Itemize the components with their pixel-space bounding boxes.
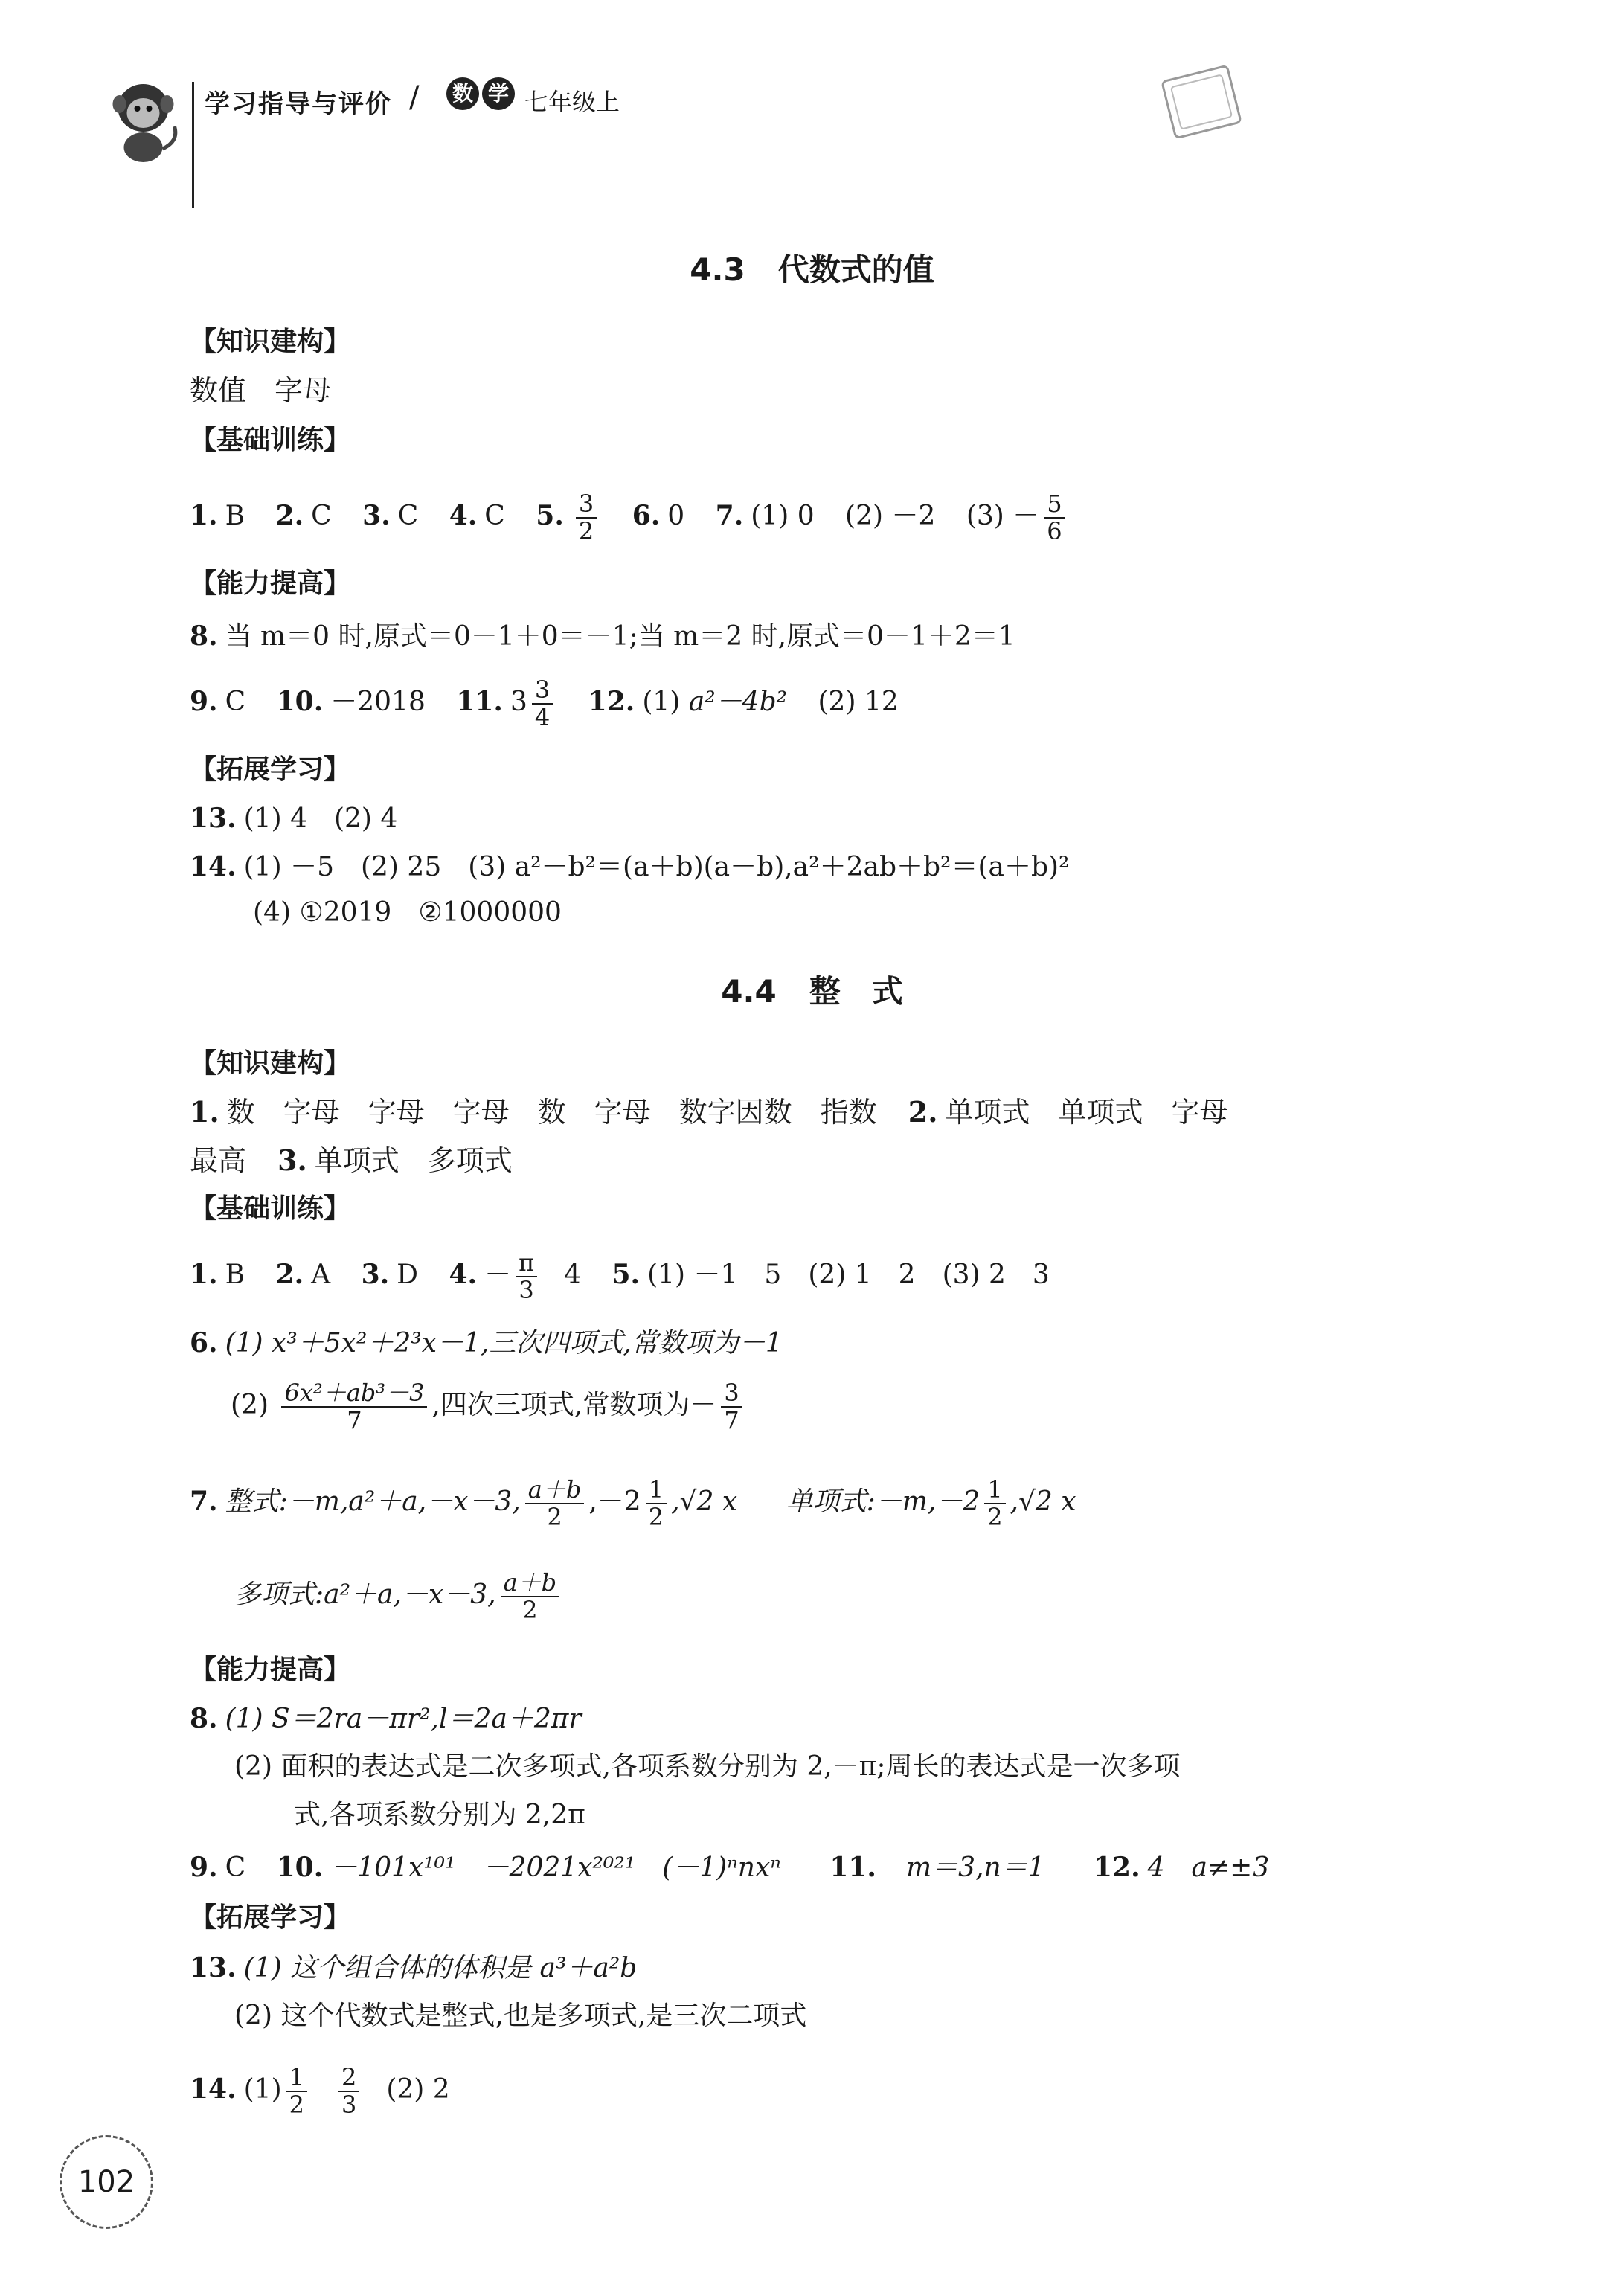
denominator: 3 [341, 2091, 357, 2120]
q-num: 2. [908, 1095, 938, 1129]
series-title: 学习指导与评价 [205, 89, 392, 119]
denominator: 3 [519, 1276, 534, 1305]
answer: B [225, 501, 245, 532]
numerator: 3 [532, 677, 553, 705]
heading-knowledge: 【知识建构】 [190, 1048, 351, 1079]
q-num: 11. [829, 1852, 876, 1883]
ext-q13-part2: (2) 这个代数式是整式,也是多项式,是三次二项式 [234, 2001, 807, 2031]
answer: (1) S＝2ra－πr²,l＝2a＋2πr [225, 1704, 582, 1734]
heading-knowledge: 【知识建构】 [190, 327, 351, 357]
fraction [281, 1380, 427, 1434]
basic-answers-row [190, 490, 1070, 546]
q-num: 10. [276, 1852, 324, 1883]
heading-extension: 【拓展学习】 [190, 1902, 351, 1933]
fraction [1044, 491, 1065, 545]
ext-q14-cont: (4) ①2019 ②1000000 [253, 897, 562, 928]
q-num: 8. [190, 1703, 218, 1734]
heading-extension: 【拓展学习】 [190, 754, 351, 785]
numerator: a＋b [501, 1570, 560, 1597]
q-num: 6. [190, 1327, 218, 1358]
ability-q8-part2: (2) 面积的表达式是二次多项式,各项系数分别为 2,－π;周长的表达式是一次多项 [234, 1751, 1181, 1782]
answer: 当 m＝0 时,原式＝0－1＋0＝－1;当 m＝2 时,原式＝0－1＋2＝1 [225, 621, 1015, 652]
fraction [525, 1477, 585, 1530]
fraction [721, 1380, 742, 1434]
answer: (1) 这个组合体的体积是 a³＋a²b [243, 1953, 638, 1983]
q-num: 14. [190, 851, 237, 882]
numerator: 6x²＋ab³－3 [281, 1380, 427, 1408]
ext-q13 [190, 796, 397, 841]
section-4-3-title [0, 246, 1624, 290]
page-number: 102 [60, 2135, 153, 2229]
fraction [984, 1477, 1005, 1530]
answer: 4 [564, 1260, 582, 1291]
q-num: 8. [190, 620, 218, 652]
basic-q6-part2 [231, 1379, 747, 1435]
answer: ,√2 x [1010, 1486, 1076, 1518]
basic-q6 [190, 1321, 783, 1365]
q-num: 1. [190, 1259, 218, 1291]
grade-label: 七年级上 [524, 88, 620, 116]
subject-char-1: 数 [446, 77, 479, 110]
answer: (2) －2 [845, 501, 936, 532]
q-num: 14. [190, 2073, 237, 2105]
fraction [576, 491, 597, 545]
q-num: 4. [449, 500, 478, 532]
ext-q14 [190, 844, 1070, 889]
answer: (1) 0 [751, 501, 815, 532]
knowledge-answers: 数值 字母 [190, 374, 332, 407]
q-num: 1. [190, 500, 218, 532]
answer: 整式:－m,a²＋a,－x－3, [225, 1486, 521, 1518]
q-num: 10. [276, 686, 324, 718]
answer: 4 a≠±3 [1147, 1852, 1270, 1883]
q-num: 2. [275, 500, 304, 532]
denominator: 6 [1047, 517, 1062, 546]
q-num: 5. [536, 500, 564, 532]
answer: (2) 12 [818, 687, 899, 718]
fraction [646, 1477, 667, 1530]
denominator: 2 [648, 1503, 664, 1532]
section-number: 4.3 [690, 251, 745, 288]
numerator: a＋b [525, 1477, 585, 1504]
answer: ,四次三项式,常数项为－ [431, 1390, 717, 1421]
ability-q8 [190, 614, 1015, 658]
ability-q9-12 [190, 1845, 1269, 1890]
fraction [338, 2065, 359, 2118]
answer: ,－2 [588, 1486, 641, 1518]
answer: m＝3,n＝1 [905, 1852, 1045, 1883]
q-num: 11. [456, 686, 503, 718]
answer: 单项式:－m,－2 [786, 1486, 981, 1518]
denominator: 2 [289, 2091, 304, 2120]
header-divider [192, 82, 194, 208]
answer: 单项式 单项式 字母 [945, 1096, 1228, 1129]
ability-q8 [190, 1696, 582, 1741]
answer: ,√2 x [671, 1486, 738, 1518]
answer: －101x¹⁰¹ －2021x²⁰²¹ (－1)ⁿnxⁿ [330, 1852, 781, 1883]
heading-basic: 【基础训练】 [190, 1193, 351, 1224]
q-num: 6. [632, 500, 661, 532]
denominator: 2 [987, 1503, 1003, 1532]
answer: D [397, 1260, 419, 1291]
ext-q13 [190, 1945, 637, 1990]
q-num: 3. [361, 1259, 390, 1291]
page-header [104, 67, 1518, 134]
answer: 0 [667, 501, 685, 532]
heading-ability: 【能力提高】 [190, 568, 351, 599]
numerator: π [516, 1250, 537, 1277]
ability-q8-part2-cont: 式,各项系数分别为 2,2π [294, 1800, 585, 1830]
q-num: 13. [190, 803, 237, 834]
answer: (1) [243, 2074, 282, 2105]
q-num: 9. [190, 1852, 218, 1883]
q-num: 2. [275, 1259, 304, 1291]
q-num: 7. [715, 500, 744, 532]
answer: C [397, 501, 419, 532]
answer: C [225, 687, 246, 718]
numerator: 1 [646, 1477, 667, 1504]
fraction [501, 1570, 560, 1623]
monkey-mascot-icon [104, 74, 182, 164]
denominator: 2 [522, 1596, 538, 1625]
section-name: 代数式的值 [777, 251, 934, 288]
ext-q14 [190, 2063, 450, 2120]
numerator: 1 [984, 1477, 1005, 1504]
answer: (3) － [966, 501, 1040, 532]
denominator: 7 [347, 1406, 362, 1435]
answer: 数 字母 字母 字母 数 字母 数字因数 指数 [226, 1096, 877, 1129]
numerator: 5 [1044, 491, 1065, 519]
answer: － [484, 1260, 512, 1291]
basic-answers-row [190, 1248, 1050, 1305]
section-4-4-title [0, 967, 1624, 1012]
fraction [532, 677, 553, 731]
answer: (1) 4 (2) 4 [243, 803, 398, 834]
answer: (1) [642, 687, 681, 718]
answer: 单项式 多项式 [314, 1144, 513, 1177]
q-num: 4. [449, 1259, 478, 1291]
section-name: 整 式 [809, 973, 903, 1010]
answer: (1) －1 5 (2) 1 2 (3) 2 3 [647, 1260, 1050, 1291]
denominator: 2 [578, 517, 594, 546]
q-num: 13. [190, 1952, 237, 1983]
q-num: 3. [277, 1143, 307, 1177]
header-slash: / [409, 80, 420, 115]
knowledge-line-1 [190, 1090, 1227, 1135]
basic-q7 [190, 1475, 1076, 1532]
answer: (1) －5 (2) 25 (3) a²－b²＝(a＋b)(a－b),a²＋2ab＋b²＝(a＋b)² [243, 852, 1070, 882]
answer: 3 [510, 687, 527, 718]
subject-char-2: 学 [482, 77, 515, 110]
answer: B [225, 1260, 245, 1291]
q-num: 12. [1093, 1852, 1140, 1883]
basic-q7-poly [234, 1568, 564, 1625]
subject-badge [446, 77, 515, 116]
answer: 多项式:a²＋a,－x－3, [234, 1579, 496, 1611]
numerator: 2 [338, 2065, 359, 2092]
q-num: 5. [612, 1259, 641, 1291]
answer: A [311, 1260, 331, 1291]
q-num: 12. [588, 686, 635, 718]
ability-q9-12 [190, 676, 899, 732]
q-num: 1. [190, 1095, 219, 1129]
fraction [516, 1250, 537, 1303]
q-num: 3. [362, 500, 391, 532]
q-num: 9. [190, 686, 218, 718]
numerator: 3 [576, 491, 597, 519]
answer: C [225, 1852, 246, 1883]
answer: C [311, 501, 332, 532]
fraction [286, 2065, 307, 2118]
heading-basic: 【基础训练】 [190, 425, 351, 455]
homework-stamp-icon [1146, 60, 1257, 149]
numerator: 3 [721, 1380, 742, 1408]
denominator: 4 [534, 703, 551, 732]
answer: (2) 2 [386, 2074, 450, 2105]
answer: 最高 [190, 1144, 247, 1177]
answer: C [484, 501, 505, 532]
heading-ability: 【能力提高】 [190, 1655, 351, 1685]
q-num: 7. [190, 1486, 218, 1518]
denominator: 2 [547, 1503, 562, 1532]
denominator: 7 [724, 1406, 739, 1435]
answer: (2) [231, 1390, 269, 1421]
answer: －2018 [330, 687, 426, 718]
numerator: 1 [286, 2065, 307, 2092]
section-number: 4.4 [721, 973, 777, 1010]
knowledge-line-2 [190, 1138, 513, 1183]
answer: a²－4b² [688, 687, 788, 718]
answer: (1) x³＋5x²＋2³x－1,三次四项式,常数项为－1 [225, 1328, 783, 1358]
